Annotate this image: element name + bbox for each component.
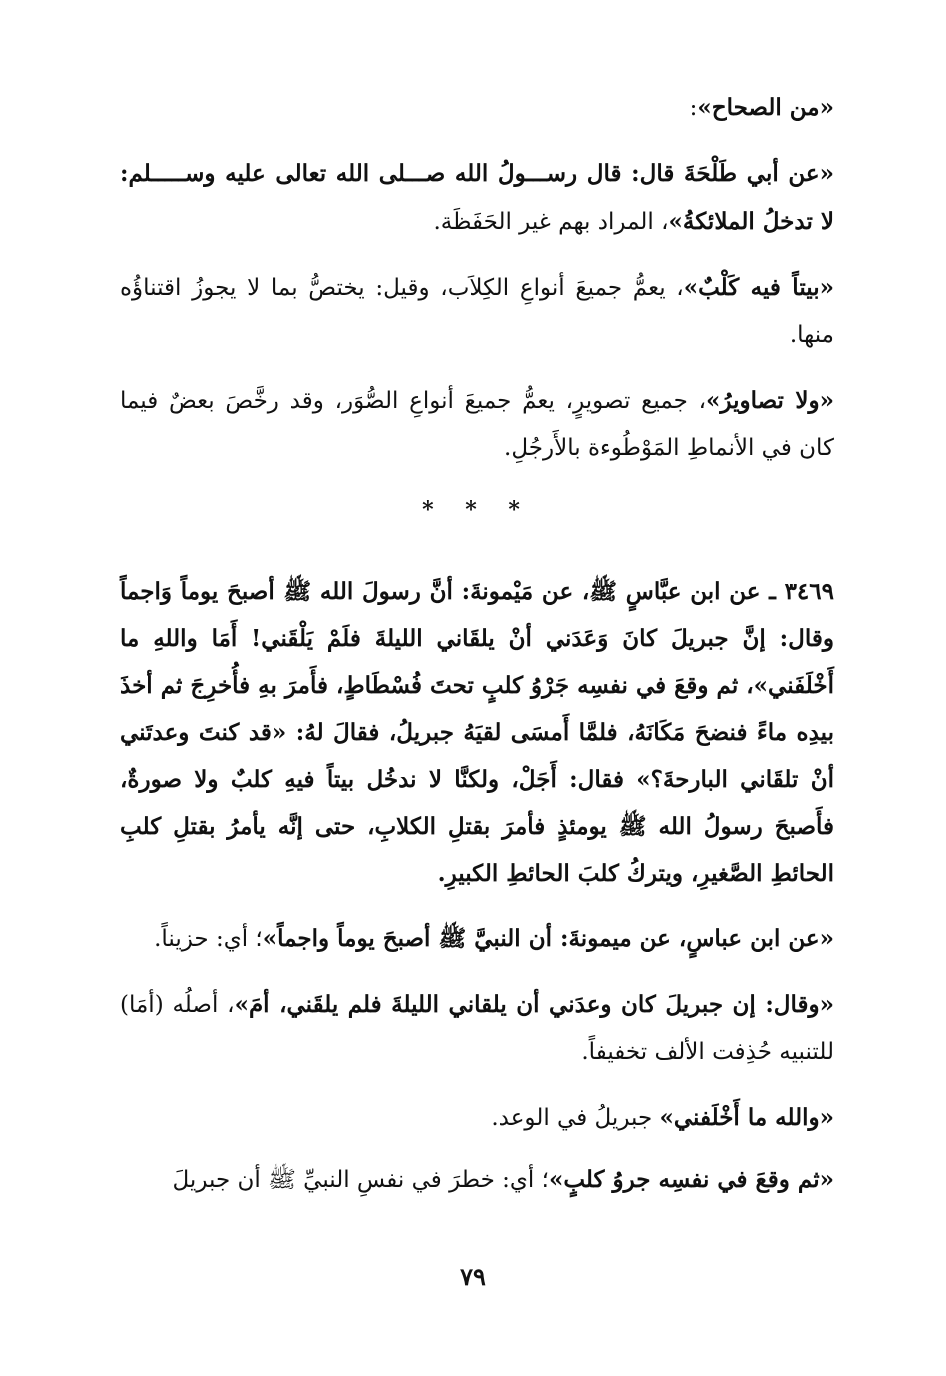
gloss: ، أصلُه (أمَا) للتنبيه حُذِفت الألف تخفيفاً. <box>120 992 834 1065</box>
lemma: «ثم وقعَ في نفسِه جروُ كلبٍ» <box>548 1166 834 1193</box>
gloss: ؛ أي: حزيناً. <box>154 926 263 952</box>
lemma: «عن أبي طَلْحَةَ قال: قال رســـولُ الله صـــلى الله تعالى عليه وســـــلم: لا تدخلُ الملائكةُ» <box>120 160 834 235</box>
hadith-text: ٣٤٦٩ ـ عن ابن عبَّاسٍ ﷺ، عن مَيْمونةَ: أنَّ رسولَ الله ﷺ أصبحَ يوماً وَاجماً وقال: إنَّ جبريلَ كانَ وَعَدَني أنْ يلقَاني الليلةَ فلَمْ يَلْقَني! أَمَا واللهِ ما أَخْلَفَني»، ثم وقعَ في نفسِه جَرْوُ كلبٍ تحتَ فُسْطَاطٍ، فأَمرَ بهِ فأُخرِجَ ثم أخذَ بيدِه ماءً فنضحَ مَكَانَهُ، فلمَّا أَمسَى لقيَهُ جبريلُ، فقالَ لهُ: «قد كنتَ وعدتَني أنْ تلقَاني البارحةَ؟» فقال: أَجَلْ، ولكنَّا لا ندخُل بيتاً فيهِ كلبٌ ولا صورةٌ، فأَصبحَ رسولُ الله ﷺ يومئذٍ فأمرَ بقتلِ الكلابِ، حتى إنَّه يأمرُ بقتلِ كلبِ الحائطِ الصَّغيرِ، ويتركُ كلبَ الحائطِ الكبيرِ. <box>120 578 834 887</box>
gloss: ؛ أي: خطرَ في نفسِ النبيِّ ﷺ أن جبريلَ <box>172 1167 549 1193</box>
lemma: «من الصحاح» <box>697 94 834 121</box>
lemma: «وقال: إن جبريلَ كان وعدَني أن يلقاني الليلةَ فلم يلقَني، أمَ» <box>234 991 835 1018</box>
gloss: : <box>689 95 698 121</box>
commentary-paragraph-5 <box>120 915 834 963</box>
lemma: «عن ابن عباسٍ، عن ميمونةَ: أن النبيَّ ﷺ أصبحَ يوماً واجماً» <box>262 925 834 952</box>
lemma: «والله ما أَخْلَفني» <box>659 1104 834 1131</box>
commentary-paragraph-2 <box>120 150 834 246</box>
gloss: ، جميع تصويرٍ، يعمُّ جميعَ أنواعِ الصُّوَر، وقد رخَّصَ بعضٌ فيما كان في الأنماطِ المَوْطُوءة بالأَرجُلِ. <box>120 388 834 461</box>
commentary-paragraph-7 <box>120 1094 834 1142</box>
section-separator: * * * <box>422 497 532 523</box>
commentary-paragraph-1 <box>120 84 834 132</box>
gloss: ، يعمُّ جميعَ أنواعِ الكِلاَب، وقيل: يختصُّ بما لا يجوزُ اقتناؤُه منها. <box>120 275 834 348</box>
commentary-paragraph-3 <box>120 264 834 359</box>
gloss: ، المراد بهم غير الحَفَظَة. <box>433 209 669 235</box>
commentary-paragraph-4 <box>120 377 834 472</box>
commentary-paragraph-8 <box>120 1156 834 1204</box>
lemma: «بيتاً فيه كَلْبٌ» <box>683 274 834 301</box>
page-body <box>120 84 834 1222</box>
gloss: جبريلُ في الوعد. <box>491 1105 660 1131</box>
page-number: ٧٩ <box>460 1262 486 1291</box>
lemma: «ولا تصاويرُ» <box>706 387 834 414</box>
commentary-paragraph-6 <box>120 981 834 1076</box>
